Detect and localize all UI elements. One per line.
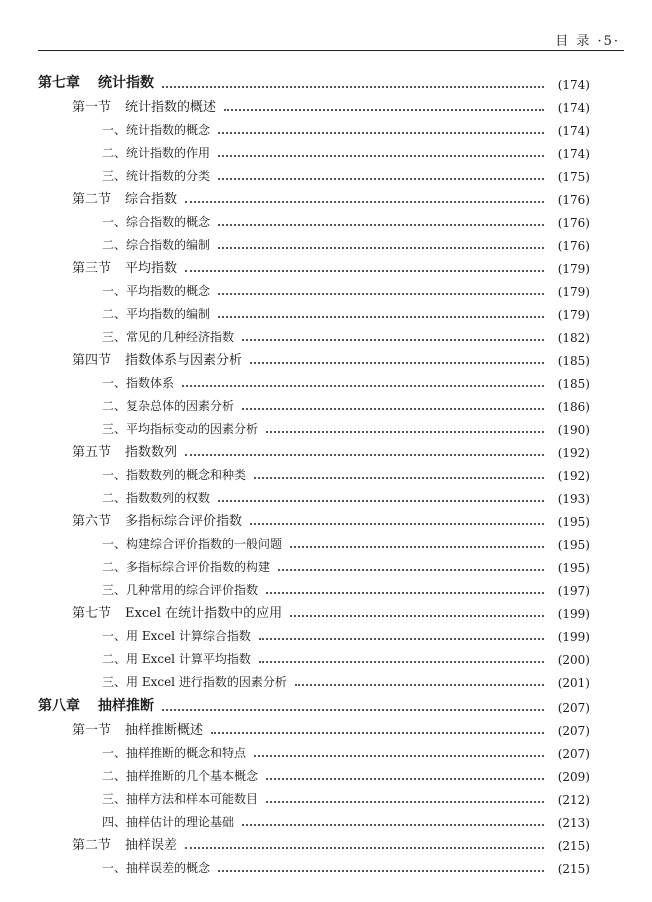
leader-dots xyxy=(218,292,544,295)
toc-entry-label xyxy=(38,695,154,715)
header-title: 目 录 ·5· xyxy=(555,34,620,49)
toc-entry-label xyxy=(38,489,210,506)
toc-entry-label xyxy=(38,790,258,807)
toc-entry-label xyxy=(38,602,282,621)
toc-section-row[interactable] xyxy=(38,92,590,115)
toc-entry-title: 三、几种常用的综合评价指数 xyxy=(102,583,259,597)
toc-entry-title: 三、用 Excel 进行指数的因素分析 xyxy=(102,675,287,689)
toc-page-number: (179) xyxy=(557,308,590,322)
toc-entry-title: 抽样误差 xyxy=(125,838,178,853)
toc-entry-title: 一、平均指数的概念 xyxy=(102,284,211,298)
toc-entry-label xyxy=(38,213,210,230)
toc-entry-title: 四、抽样估计的理论基础 xyxy=(102,815,235,829)
toc-entry-label xyxy=(38,236,210,253)
leader-dots xyxy=(266,430,544,433)
toc-page-number: (195) xyxy=(557,515,590,529)
toc-entry-title: 三、常见的几种经济指数 xyxy=(102,330,235,344)
leader-dots xyxy=(182,384,544,387)
leader-dots xyxy=(218,131,544,134)
toc-item-row[interactable] xyxy=(38,621,590,644)
toc-entry-label xyxy=(38,144,210,161)
toc-page-number: (186) xyxy=(557,400,590,414)
toc-entry-label xyxy=(38,349,242,368)
toc-entry-title: 一、构建综合评价指数的一般问题 xyxy=(102,537,283,551)
toc-entry-title: 二、统计指数的作用 xyxy=(102,146,211,160)
toc-page-number: (179) xyxy=(557,285,590,299)
toc-entry-title: 二、平均指数的编制 xyxy=(102,307,211,321)
leader-dots xyxy=(242,823,544,826)
toc-page-number: (174) xyxy=(557,147,590,161)
toc-section-row[interactable] xyxy=(38,506,590,529)
toc-page-number: (176) xyxy=(557,216,590,230)
toc-entry-number: 第五节 xyxy=(72,445,112,460)
toc-item-row[interactable] xyxy=(38,738,590,761)
toc-page-number: (174) xyxy=(557,101,590,115)
toc-item-row[interactable] xyxy=(38,667,590,690)
toc-page-number: (199) xyxy=(557,607,590,621)
toc-entry-title: 一、抽样推断的概念和特点 xyxy=(102,746,247,760)
toc-entry-label xyxy=(38,466,246,483)
toc-entry-number: 第二节 xyxy=(72,838,112,853)
toc-entry-title: 多指标综合评价指数 xyxy=(125,514,243,529)
toc-section-row[interactable] xyxy=(38,598,590,621)
toc-entry-title: 二、用 Excel 计算平均指数 xyxy=(102,652,251,666)
leader-dots xyxy=(242,338,544,341)
toc-entry-label xyxy=(38,397,234,414)
toc-entry-title: 平均指数 xyxy=(125,261,178,276)
toc-entry-title: 指数体系与因素分析 xyxy=(125,353,243,368)
toc-page-number: (174) xyxy=(557,124,590,138)
toc-entry-title: 统计指数的概述 xyxy=(125,100,217,115)
toc-entry-label xyxy=(38,767,258,784)
toc-page-number: (185) xyxy=(557,377,590,391)
leader-dots xyxy=(218,223,544,226)
toc-page-number: (174) xyxy=(557,78,590,92)
toc-item-row[interactable] xyxy=(38,414,590,437)
leader-dots xyxy=(290,545,544,548)
toc-entry-title: 一、用 Excel 计算综合指数 xyxy=(102,629,251,643)
leader-dots xyxy=(259,660,544,663)
toc-section-row[interactable] xyxy=(38,830,590,853)
toc-page-number: (199) xyxy=(557,630,590,644)
toc-item-row[interactable] xyxy=(38,276,590,299)
toc-entry-label xyxy=(38,257,177,276)
toc-page-number: (176) xyxy=(557,193,590,207)
toc-page-number: (207) xyxy=(557,747,590,761)
leader-dots xyxy=(242,407,544,410)
toc-item-row[interactable] xyxy=(38,529,590,552)
leader-dots xyxy=(218,499,544,502)
toc-item-row[interactable] xyxy=(38,575,590,598)
toc-entry-number: 第四节 xyxy=(72,353,112,368)
leader-dots xyxy=(250,522,544,525)
toc-entry-title: 一、统计指数的概念 xyxy=(102,123,211,137)
toc-page-number: (176) xyxy=(557,239,590,253)
toc-item-row[interactable] xyxy=(38,230,590,253)
leader-dots xyxy=(259,637,544,640)
toc-section-row[interactable] xyxy=(38,184,590,207)
leader-dots xyxy=(218,177,544,180)
leader-dots xyxy=(218,246,544,249)
toc-page-number: (195) xyxy=(557,538,590,552)
toc-entry-title: 综合指数 xyxy=(125,192,178,207)
toc-entry-label xyxy=(38,282,210,299)
toc-entry-label xyxy=(38,558,270,575)
toc-entry-title: 统计指数 xyxy=(98,75,154,91)
toc-entry-label xyxy=(38,535,282,552)
toc-item-row[interactable] xyxy=(38,460,590,483)
toc-entry-label xyxy=(38,121,210,138)
toc-item-row[interactable] xyxy=(38,207,590,230)
toc-entry-title: 三、抽样方法和样本可能数目 xyxy=(102,792,259,806)
toc-item-row[interactable] xyxy=(38,807,590,830)
toc-entry-number: 第一节 xyxy=(72,100,112,115)
toc-item-row[interactable] xyxy=(38,115,590,138)
toc-page-number: (182) xyxy=(557,331,590,345)
toc-entry-label xyxy=(38,96,216,115)
leader-dots xyxy=(162,85,544,88)
toc-entry-title: 二、抽样推断的几个基本概念 xyxy=(102,769,259,783)
leader-dots xyxy=(185,200,544,203)
toc-entry-title: 一、指数数列的概念和种类 xyxy=(102,468,247,482)
toc-entry-title: 指数数列 xyxy=(125,445,178,460)
toc-page-number: (213) xyxy=(557,816,590,830)
toc-entry-label xyxy=(38,813,234,830)
leader-dots xyxy=(218,154,544,157)
toc-page-number: (179) xyxy=(557,262,590,276)
toc-item-row[interactable] xyxy=(38,161,590,184)
toc-page-number: (195) xyxy=(557,561,590,575)
toc-page-number: (209) xyxy=(557,770,590,784)
toc-item-row[interactable] xyxy=(38,483,590,506)
toc-entry-title: 一、综合指数的概念 xyxy=(102,215,211,229)
toc-page-number: (201) xyxy=(557,676,590,690)
leader-dots xyxy=(224,108,544,111)
toc-entry-title: 二、复杂总体的因素分析 xyxy=(102,399,235,413)
toc-entry-label xyxy=(38,328,234,345)
toc-entry-label xyxy=(38,374,174,391)
toc-section-row[interactable] xyxy=(38,715,590,738)
toc-entry-number: 第七章 xyxy=(38,75,80,91)
toc-item-row[interactable] xyxy=(38,784,590,807)
toc-page-number: (215) xyxy=(557,862,590,876)
leader-dots xyxy=(295,683,544,686)
toc-page-number: (212) xyxy=(557,793,590,807)
toc-entry-label xyxy=(38,627,251,644)
toc-entry-title: 二、多指标综合评价指数的构建 xyxy=(102,560,271,574)
toc-entry-title: 二、指数数列的权数 xyxy=(102,491,211,505)
leader-dots xyxy=(290,614,544,617)
toc-entry-title: 抽样推断概述 xyxy=(125,723,204,738)
leader-dots xyxy=(254,476,544,479)
leader-dots xyxy=(185,453,544,456)
toc-entry-label xyxy=(38,167,210,184)
toc-entry-title: 二、综合指数的编制 xyxy=(102,238,211,252)
toc-item-row[interactable] xyxy=(38,299,590,322)
toc-item-row[interactable] xyxy=(38,138,590,161)
toc-entry-label xyxy=(38,188,177,207)
toc-entry-label xyxy=(38,719,203,738)
toc-entry-title: 一、抽样误差的概念 xyxy=(102,861,211,875)
toc-entry-number: 第八章 xyxy=(38,698,80,714)
toc-entry-number: 第二节 xyxy=(72,192,112,207)
toc-page-number: (193) xyxy=(557,492,590,506)
toc-page-number: (207) xyxy=(557,701,590,715)
toc-item-row[interactable] xyxy=(38,552,590,575)
toc-entry-title: 三、平均指标变动的因素分析 xyxy=(102,422,259,436)
toc-entry-label xyxy=(38,673,287,690)
leader-dots xyxy=(266,777,544,780)
toc-entry-number: 第三节 xyxy=(72,261,112,276)
leader-dots xyxy=(218,869,544,872)
toc-entry-title: Excel 在统计指数中的应用 xyxy=(125,606,283,621)
toc-page-number: (192) xyxy=(557,446,590,460)
leader-dots xyxy=(278,568,544,571)
toc-entry-number: 第七节 xyxy=(72,606,112,621)
toc-page-number: (190) xyxy=(557,423,590,437)
toc-page-number: (207) xyxy=(557,724,590,738)
toc-entry-label xyxy=(38,650,251,667)
toc-entry-label xyxy=(38,834,177,853)
page-header xyxy=(38,28,624,51)
table-of-contents xyxy=(38,67,590,876)
toc-page-number: (192) xyxy=(557,469,590,483)
toc-section-row[interactable] xyxy=(38,253,590,276)
toc-page-number: (200) xyxy=(557,653,590,667)
toc-entry-label xyxy=(38,744,246,761)
toc-page-number: (197) xyxy=(557,584,590,598)
toc-item-row[interactable] xyxy=(38,391,590,414)
toc-chapter-row[interactable] xyxy=(38,690,590,715)
toc-section-row[interactable] xyxy=(38,437,590,460)
leader-dots xyxy=(266,591,544,594)
toc-entry-title: 三、统计指数的分类 xyxy=(102,169,211,183)
toc-entry-number: 第六节 xyxy=(72,514,112,529)
toc-page-number: (175) xyxy=(557,170,590,184)
leader-dots xyxy=(211,731,544,734)
leader-dots xyxy=(162,708,544,711)
leader-dots xyxy=(218,315,544,318)
leader-dots xyxy=(250,361,544,364)
toc-page-number: (185) xyxy=(557,354,590,368)
leader-dots xyxy=(254,754,544,757)
toc-entry-title: 一、指数体系 xyxy=(102,376,175,390)
toc-page-number: (215) xyxy=(557,839,590,853)
toc-item-row[interactable] xyxy=(38,853,590,876)
toc-entry-label xyxy=(38,510,242,529)
toc-entry-label xyxy=(38,305,210,322)
toc-entry-label xyxy=(38,581,258,598)
leader-dots xyxy=(185,269,544,272)
leader-dots xyxy=(266,800,544,803)
leader-dots xyxy=(185,846,544,849)
toc-entry-label xyxy=(38,859,210,876)
toc-chapter-row[interactable] xyxy=(38,67,590,92)
toc-entry-label xyxy=(38,441,177,460)
toc-entry-number: 第一节 xyxy=(72,723,112,738)
toc-item-row[interactable] xyxy=(38,644,590,667)
toc-item-row[interactable] xyxy=(38,322,590,345)
toc-entry-title: 抽样推断 xyxy=(98,698,154,714)
toc-section-row[interactable] xyxy=(38,345,590,368)
toc-entry-label xyxy=(38,420,258,437)
toc-item-row[interactable] xyxy=(38,368,590,391)
toc-entry-label xyxy=(38,72,154,92)
toc-item-row[interactable] xyxy=(38,761,590,784)
